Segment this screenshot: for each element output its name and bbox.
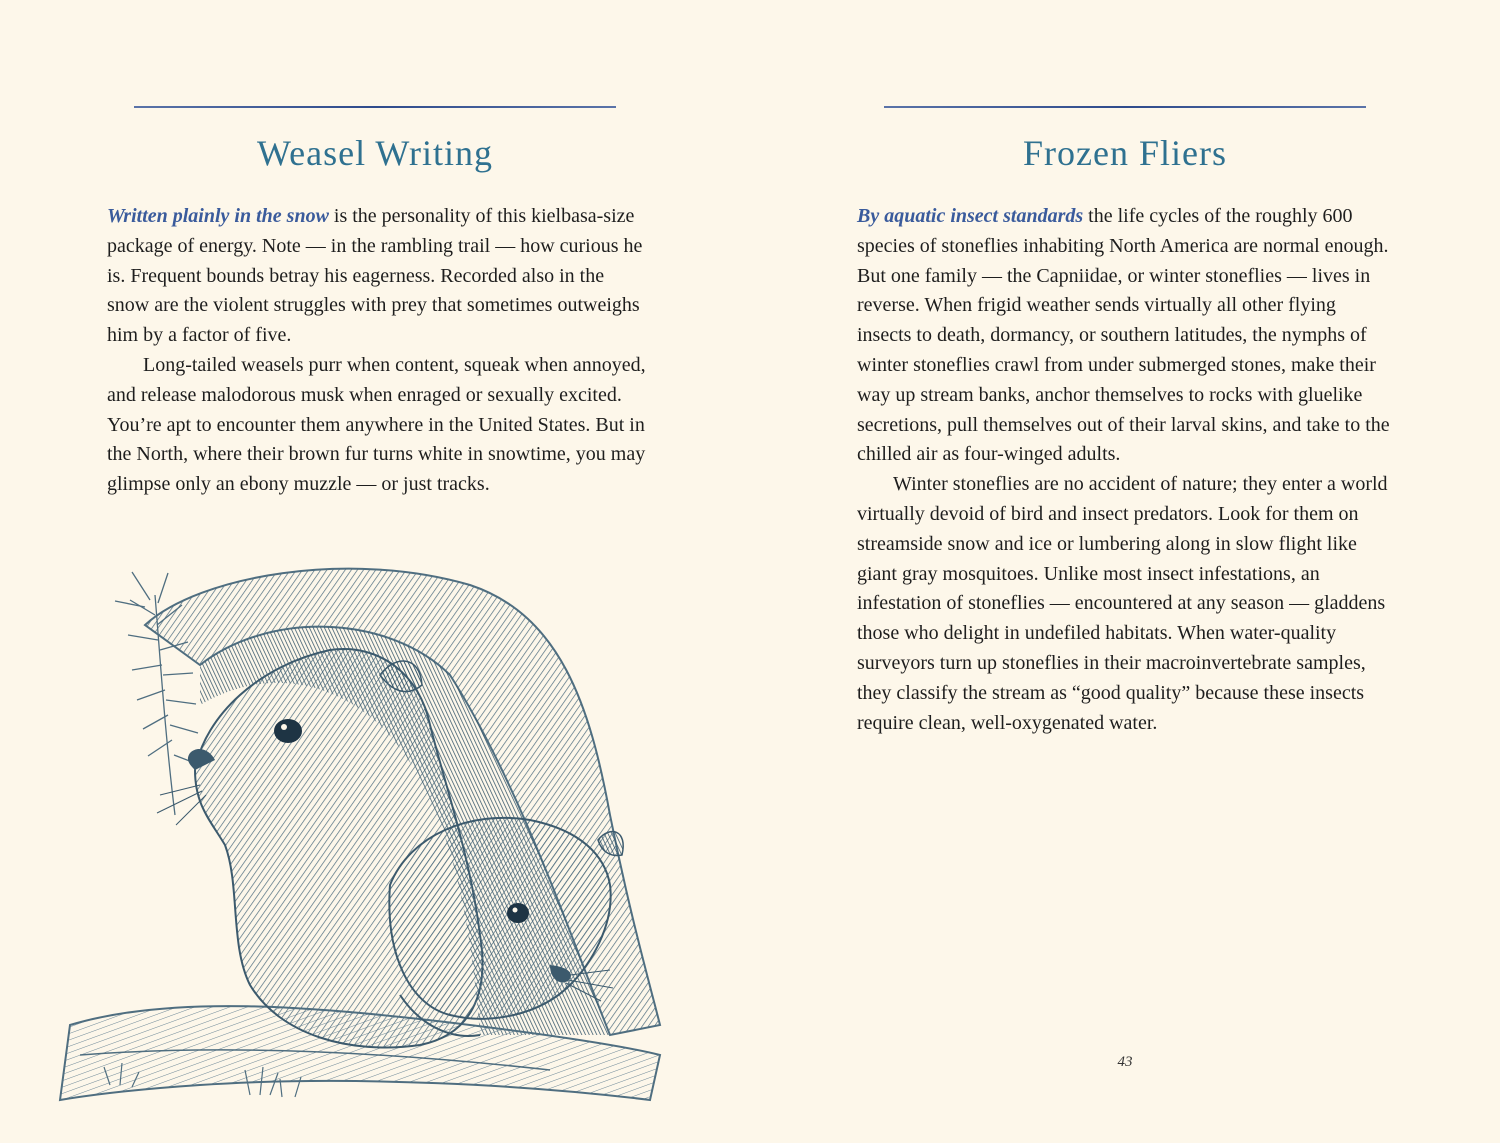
page-title: Frozen Fliers	[1023, 133, 1227, 173]
header-rule	[134, 106, 616, 108]
paragraph-text: is the personality of this kielbasa-size package of energy. Note — in the rambling trail — how curious he is. Frequent bounds betray his eagerness. Recorded also in the snow are the violent struggles with prey that sometimes outweighs him by a factor of five.	[107, 205, 643, 347]
page-number: 43	[1117, 1054, 1133, 1070]
page-title: Weasel Writing	[257, 133, 493, 173]
header-rule	[884, 106, 1366, 108]
paragraph	[857, 202, 1392, 470]
lead-in: Written plainly in the snow	[107, 205, 329, 227]
lead-in: By aquatic insect standards	[857, 205, 1084, 227]
paragraph-text: Winter stoneflies are no accident of nature; they enter a world virtually devoid of bird and insect predators. Look for them on streamside snow and ice or lumbering along in slow flight like giant gray mosquitoes. Unlike most insect infestations, an infestation of stoneflies — encountered at any season — gladdens those who delight in undefiled habitats. When water-quality surveyors turn up stoneflies in their macroinvertebrate samples, they classify the stream as “good quality” because these insects require clean, well-oxygenated water.	[857, 473, 1388, 734]
right-page	[750, 0, 1500, 1143]
paragraph-text: the life cycles of the roughly 600 species of stoneflies inhabiting North America are normal enough. But one family — the Capniidae, or winter stoneflies — lives in reverse. When frigid weather sends virtually all other flying insects to death, dormancy, or southern latitudes, the nymphs of winter stoneflies crawl from under submerged stones, make their way up stream banks, anchor themselves to rocks with gluelike secretions, pull themselves out of their larval skins, and take to the chilled air as four-winged adults.	[857, 205, 1390, 466]
article-body	[857, 202, 1392, 738]
paragraph	[857, 470, 1392, 738]
weasel-illustration	[50, 555, 665, 1115]
article-body	[107, 202, 647, 500]
paragraph	[107, 202, 647, 351]
paragraph	[107, 351, 647, 500]
paragraph-text: Long-tailed weasels purr when content, squeak when annoyed, and release malodorous musk when enraged or sexually excited. You’re apt to encounter them anywhere in the United States. But in the North, where their brown fur turns white in snowtime, you may glimpse only an ebony muzzle — or just tracks.	[107, 353, 646, 496]
